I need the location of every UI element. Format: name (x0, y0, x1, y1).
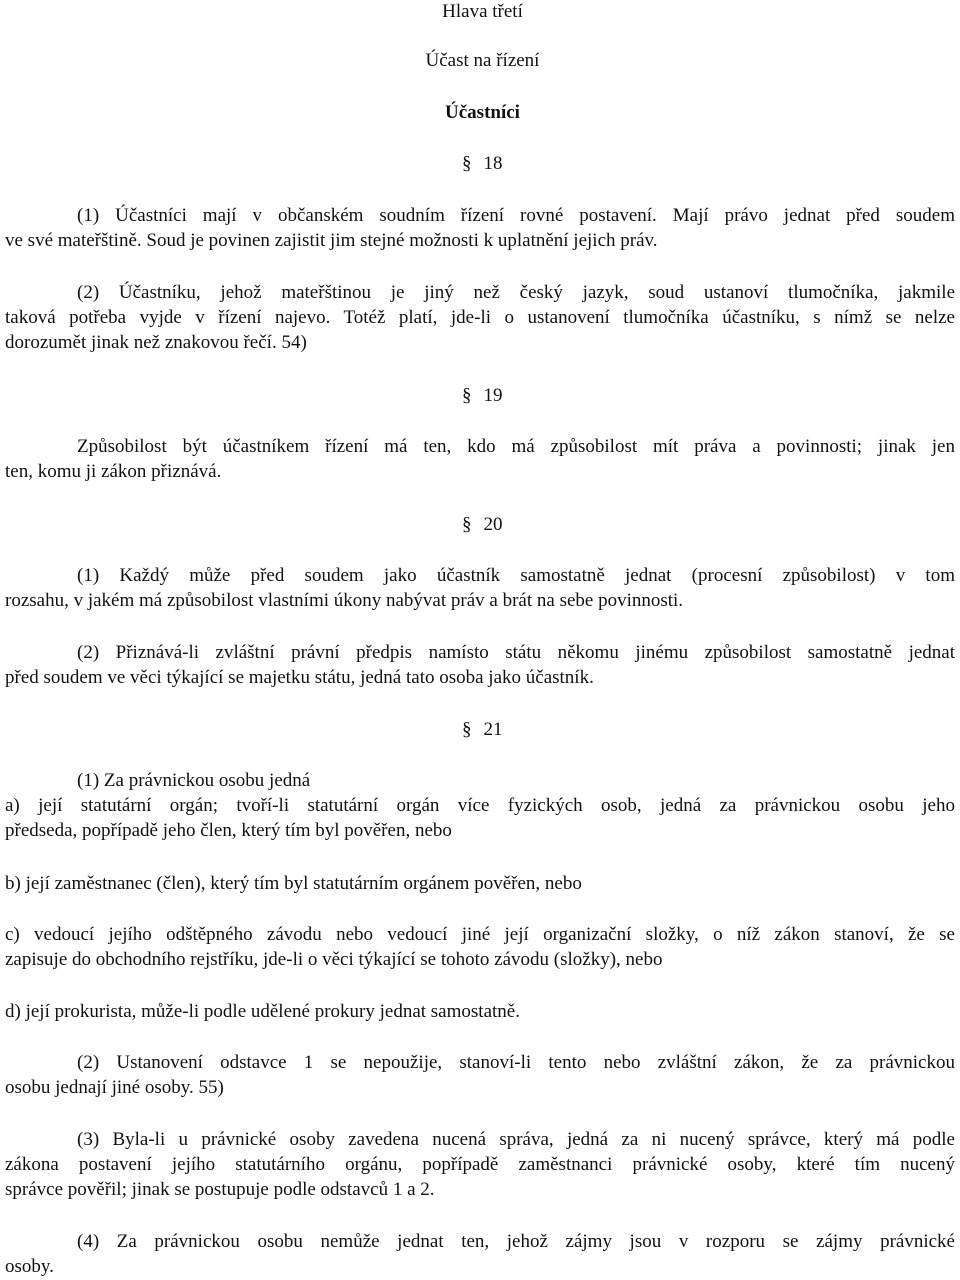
chapter-title: Účast na řízení (425, 50, 540, 71)
paragraph-line: správce pověřil; jinak se postupuje podle odstavců 1 a 2. (5, 1179, 435, 1200)
section-heading-21 (462, 718, 503, 742)
paragraph-line: ten, komu ji zákon přiznává. (5, 461, 222, 482)
paragraph-line: (4) Za právnickou osobu nemůže jednat ten, jehož zájmy jsou v rozporu se zájmy právnické (77, 1231, 955, 1252)
section-sign: § (462, 719, 472, 740)
section-number: 19 (483, 385, 503, 406)
section-sign: § (462, 514, 472, 535)
section-sign: § (462, 385, 472, 406)
section-heading-20 (462, 513, 503, 537)
paragraph-line: rozsahu, v jakém má způsobilost vlastními úkony nabývat práv a brát na sebe povinnosti. (5, 590, 684, 611)
paragraph-line: dorozumět jinak než znakovou řečí. 54) (5, 332, 307, 353)
list-item-d: d) její prokurista, může-li podle udělené prokury jednat samostatně. (5, 1001, 520, 1022)
list-item-b: b) její zaměstnanec (člen), který tím byl statutárním orgánem pověřen, nebo (5, 873, 582, 894)
paragraph-line: osoby. (5, 1256, 54, 1277)
paragraph-line: (2) Účastníku, jehož mateřštinou je jiný než český jazyk, soud ustanoví tlumočníka, jakmile (77, 282, 955, 303)
list-item-a-cont: předseda, popřípadě jeho člen, který tím byl pověřen, nebo (5, 820, 452, 841)
paragraph-line: (2) Ustanovení odstavce 1 se nepoužije, stanoví-li tento nebo zvláštní zákon, že za právnickou (77, 1052, 955, 1073)
section-number: 18 (483, 153, 503, 174)
section-heading-18 (462, 152, 503, 176)
section-number: 20 (483, 514, 503, 535)
paragraph-line: ve své mateřštině. Soud je povinen zajistit jim stejné možnosti k uplatnění jejich práv. (5, 230, 658, 251)
section-group-title: Účastníci (445, 102, 520, 123)
section-number: 21 (483, 719, 503, 740)
paragraph-line: před soudem ve věci týkající se majetku státu, jedná tato osoba jako účastník. (5, 667, 594, 688)
list-item-c: c) vedoucí jejího odštěpného závodu nebo vedoucí jiné její organizační složky, o níž zákon stanoví, že se (5, 924, 955, 945)
section-sign: § (462, 153, 472, 174)
paragraph-line: (2) Přiznává-li zvláštní právní předpis namísto státu někomu jinému způsobilost samostatně jednat (77, 642, 955, 663)
paragraph-line: Způsobilost být účastníkem řízení má ten, kdo má způsobilost mít práva a povinnosti; jinak jen (77, 436, 955, 457)
paragraph-line: (1) Každý může před soudem jako účastník samostatně jednat (procesní způsobilost) v tom (77, 565, 955, 586)
section-heading-19 (462, 384, 503, 408)
paragraph-line: (3) Byla-li u právnické osoby zavedena nucená správa, jedná za ni nucený správce, který má podle (77, 1129, 955, 1150)
part-heading: Hlava třetí (442, 1, 523, 22)
list-item-a: a) její statutární orgán; tvoří-li statutární orgán více fyzických osob, jedná za právnickou osobu jeho (5, 795, 955, 816)
paragraph-line: taková potřeba vyjde v řízení najevo. Totéž platí, jde-li o ustanovení tlumočníka účastníku, s nímž se nelze (5, 307, 955, 328)
paragraph-line: (1) Za právnickou osobu jedná (77, 770, 311, 791)
paragraph-line: osobu jednají jiné osoby. 55) (5, 1077, 224, 1098)
list-item-c-cont: zapisuje do obchodního rejstříku, jde-li o věci týkající se tohoto závodu (složky), nebo (5, 949, 663, 970)
paragraph-line: zákona postavení jejího statutárního orgánu, popřípadě zaměstnanci právnické osoby, které tím nucený (5, 1154, 955, 1175)
paragraph-line: (1) Účastníci mají v občanském soudním řízení rovné postavení. Mají právo jednat před soudem (77, 205, 955, 226)
